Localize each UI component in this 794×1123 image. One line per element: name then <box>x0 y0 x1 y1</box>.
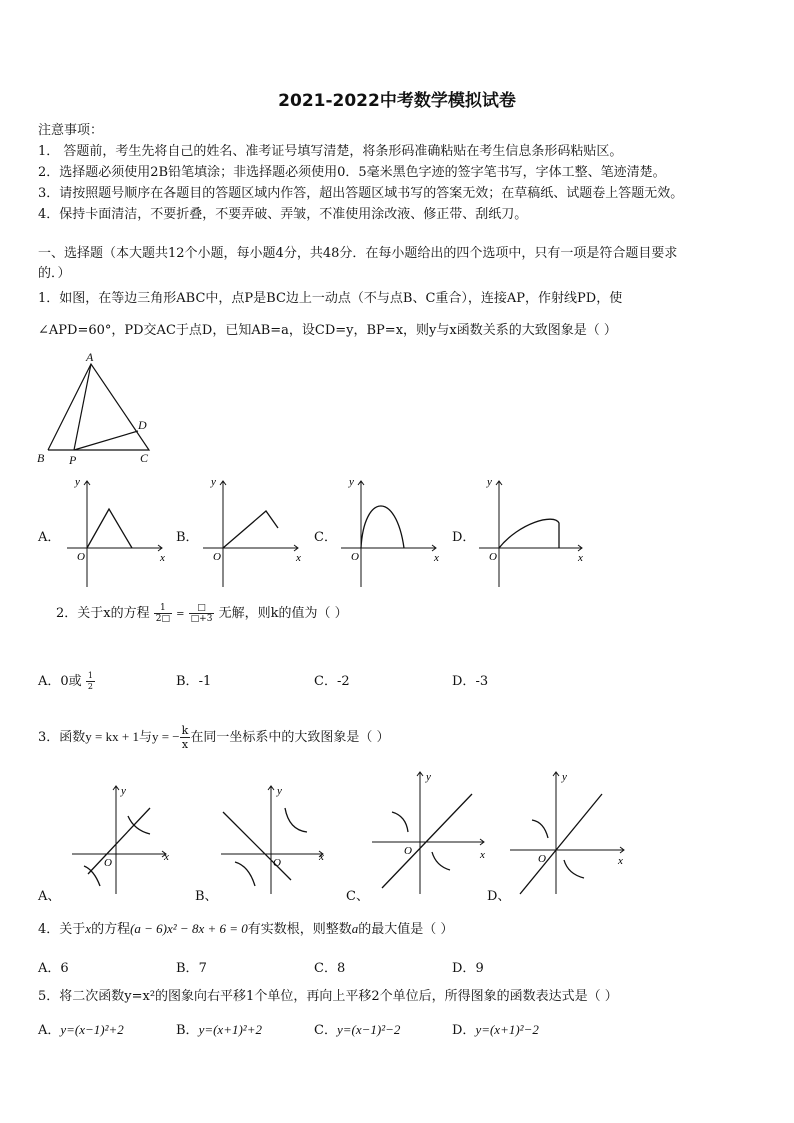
label-b: B <box>37 451 45 465</box>
q3-func1: y = kx + 1 <box>85 729 139 744</box>
q4-option-d[interactable]: D．9 <box>452 961 484 976</box>
q3-option-a-label: A、 <box>38 889 61 904</box>
q2-option-d[interactable]: D．-3 <box>452 674 489 689</box>
notice-item: 3．请按照题号顺序在各题目的答题区域内作答，超出答题区域书写的答案无效；在草稿纸、试题卷上答题无效。 <box>38 186 684 201</box>
label-d: D <box>138 418 147 432</box>
q1-option-b-label: B． <box>176 530 199 545</box>
q1-option-a-label: A． <box>38 530 61 545</box>
page-title: 2021-2022中考数学模拟试卷 <box>278 91 516 111</box>
q5-stem: 5．将二次函数y=x²的图象向右平移1个单位，再向上平移2个单位后，所得图象的函数表达式是（ ） <box>38 989 618 1004</box>
q2-prefix: 2．关于x的方程 <box>56 606 150 621</box>
axis-y-label: y <box>75 476 80 488</box>
q2-option-a[interactable]: A．0或 $\frac{1}{2}$ <box>38 671 93 691</box>
axis-x-label: x <box>578 552 583 564</box>
q4-option-c[interactable]: C．8 <box>314 961 346 976</box>
q1-option-b-graph[interactable] <box>198 473 308 591</box>
section-heading-line: 的．） <box>38 266 71 281</box>
q4-stem: 4．关于x的方程(a − 6)x² − 8x + 6 = 0有实数根，则整数a的最大值是（ ） <box>38 921 454 937</box>
q4-var-a: a <box>351 921 359 936</box>
q3-option-d-label: D、 <box>487 889 511 904</box>
q2-suffix: 无解，则k的值为（ ） <box>218 606 348 621</box>
svg-text:x: x <box>480 849 485 861</box>
q1-option-a-graph[interactable] <box>62 473 172 591</box>
label-c: C <box>140 451 149 465</box>
q1-line1: 1．如图，在等边三角形ABC中，点P是BC边上一动点（不与点B、C重合），连接AP，作射线PD，使 <box>38 291 623 306</box>
origin-label: O <box>489 551 497 563</box>
svg-text:y: y <box>277 785 282 797</box>
label-a: A <box>86 350 94 364</box>
axis-x-label: x <box>296 552 301 564</box>
axis-y-label: y <box>349 476 354 488</box>
q2-option-b[interactable]: B．-1 <box>176 674 212 689</box>
q1-option-d-label: D． <box>452 530 476 545</box>
notice-item: 1． 答题前，考生先将自己的姓名、准考证号填写清楚，将条形码准确粘贴在考生信息条形码粘贴区。 <box>38 144 623 159</box>
svg-text:x: x <box>618 855 623 867</box>
axis-y-label: y <box>487 476 492 488</box>
svg-text:y: y <box>121 785 126 797</box>
q5-option-b[interactable]: B．y=(x+1)²+2 <box>176 1022 262 1038</box>
q3-option-c-graph[interactable] <box>366 766 496 898</box>
axis-x-label: x <box>160 552 165 564</box>
origin-label: O <box>351 551 359 563</box>
q3-option-d-graph[interactable] <box>506 766 630 898</box>
q1-option-d-graph[interactable] <box>474 473 594 591</box>
q3-func2-fraction: $\frac{k}{x}$ <box>181 724 189 751</box>
svg-text:O: O <box>538 853 546 865</box>
origin-label: O <box>213 551 221 563</box>
svg-text:y: y <box>562 771 567 783</box>
q1-option-c-label: C． <box>314 530 337 545</box>
q2-option-c[interactable]: C．-2 <box>314 674 350 689</box>
origin-label: O <box>77 551 85 563</box>
q4-option-b[interactable]: B．7 <box>176 961 207 976</box>
svg-text:x: x <box>164 851 169 863</box>
q3-option-c-label: C、 <box>346 889 369 904</box>
axis-y-label: y <box>211 476 216 488</box>
q3-option-b-graph[interactable] <box>215 778 333 898</box>
q3-stem: 3．函数y = kx + 1与y = − $\frac{k}{x}$ 在同一坐标系中的大致图象是（ ） <box>38 724 390 751</box>
q3-option-a-graph[interactable] <box>66 778 184 898</box>
q5-option-d[interactable]: D．y=(x+1)²−2 <box>452 1022 539 1038</box>
notice-heading: 注意事项： <box>38 123 104 138</box>
q2-equals: = <box>176 609 185 620</box>
notice-item: 2．选择题必须使用2B铅笔填涂；非选择题必须使用0．5毫米黑色字迹的签字笔书写，字体工整、笔迹清楚。 <box>38 165 666 180</box>
segment-pd <box>74 431 138 450</box>
svg-text:O: O <box>404 845 412 857</box>
q1-option-c-graph[interactable] <box>336 473 446 591</box>
q1-line2: ∠APD=60°，PD交AC于点D，已知AB=a，设CD=y，BP=x，则y与x函数关系的大致图象是（ ） <box>38 323 617 338</box>
svg-text:O: O <box>104 857 112 869</box>
svg-text:x: x <box>319 851 324 863</box>
notice <box>38 120 683 225</box>
notice-item: 4．保持卡面清洁，不要折叠，不要弄破、弄皱，不准使用涂改液、修正带、刮纸刀。 <box>38 207 528 222</box>
q5-option-a[interactable]: A．y=(x−1)²+2 <box>38 1022 124 1038</box>
q1-triangle-figure <box>34 350 164 468</box>
segment-ap <box>74 364 91 450</box>
q2-stem <box>56 603 348 625</box>
q5-option-c[interactable]: C．y=(x−1)²−2 <box>314 1022 401 1038</box>
axis-x-label: x <box>434 552 439 564</box>
q2-option-a-fraction: $\frac{1}{2}$ <box>87 671 93 691</box>
section-heading <box>38 244 677 284</box>
q2-fraction-2: $\frac{□}{□+3}$ <box>190 603 213 624</box>
triangle-abc <box>48 364 149 450</box>
svg-text:O: O <box>273 857 281 869</box>
q3-option-b-label: B、 <box>195 889 218 904</box>
svg-text:y: y <box>426 771 431 783</box>
label-p: P <box>69 453 77 467</box>
section-heading-line: 一、选择题（本大题共12个小题，每小题4分，共48分．在每小题给出的四个选项中，只有一项是符合题目要求 <box>38 246 678 261</box>
q4-equation: (a − 6)x² − 8x + 6 = 0 <box>130 921 248 936</box>
q2-fraction-1: $\frac{1}{2□}$ <box>155 603 170 624</box>
q4-var-x: x <box>85 921 92 936</box>
q4-option-a[interactable]: A．6 <box>38 961 69 976</box>
q3-func2: y = − <box>151 729 180 744</box>
